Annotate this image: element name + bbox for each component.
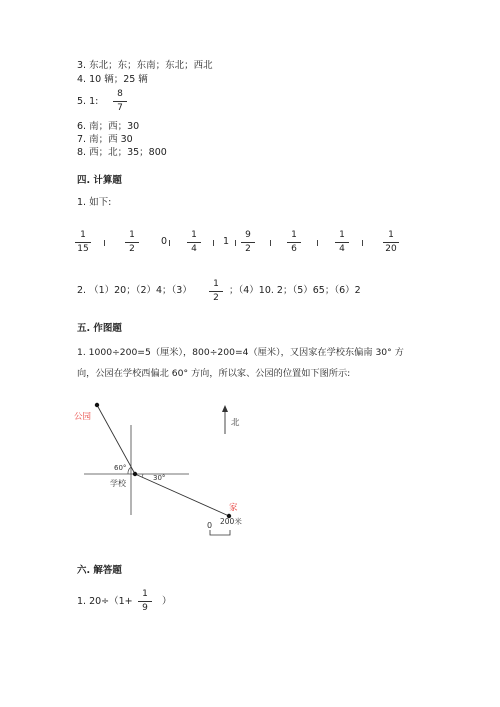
home-label: 家 <box>229 503 238 513</box>
answer-line-4: 4. 10 辆；25 辆 <box>77 74 148 85</box>
section-4-q2-prefix: 2. （1）20；（2）4；（3） <box>77 285 192 296</box>
section-6-q1-fraction: 1 9 <box>138 589 152 614</box>
school-point <box>133 472 137 476</box>
q1-fraction-7: 1 6 <box>287 230 301 255</box>
north-label: 北 <box>231 418 240 428</box>
q1-fraction-2: 1 2 <box>125 230 139 255</box>
answer-line-5-prefix: 5. 1: <box>77 96 99 107</box>
section-4-q2-fraction: 1 2 <box>209 279 223 304</box>
school-to-home-line <box>135 474 229 516</box>
north-arrow-icon <box>222 405 228 412</box>
answer-line-3: 3. 东北；东；东南；东北；西北 <box>77 60 213 71</box>
section-5-q1-line-1: 1. 1000÷200=5（厘米），800÷200=4（厘米），又因家在学校东偏南 30° 方 <box>77 347 404 358</box>
answer-line-5-fraction: 8 7 <box>113 89 127 114</box>
scale-label: 200米 <box>220 517 242 526</box>
q1-fraction-1: 1 15 <box>75 230 91 255</box>
q1-fraction-4: 1 4 <box>187 230 201 255</box>
answer-line-8: 8. 西；北；35；800 <box>77 147 167 158</box>
angle-60-label: 60° <box>114 464 127 472</box>
angle-30-arc <box>142 474 143 477</box>
q1-fraction-6: 9 2 <box>241 230 255 255</box>
scale-zero-label: 0 <box>207 521 213 530</box>
park-point <box>95 403 99 407</box>
q1-fraction-8: 1 4 <box>335 230 349 255</box>
school-label: 学校 <box>110 479 126 488</box>
answer-line-7: 7. 南；西 30 <box>77 134 133 145</box>
section-6-q1-suffix: ） <box>162 596 172 607</box>
q1-value-3: 0 <box>161 236 168 247</box>
section-4-q1-label: 1. 如下: <box>77 197 112 208</box>
q1-fraction-9: 1 20 <box>383 230 399 255</box>
answer-line-6: 6. 南；西；30 <box>77 121 140 132</box>
section-5-title: 五. 作图题 <box>77 323 122 334</box>
section-6-title: 六. 解答题 <box>77 565 122 576</box>
park-label: 公园 <box>74 412 92 422</box>
section-4-q2-suffix: ；（4）10. 2；（5）65；（6）2 <box>229 285 361 296</box>
angle-60-arc <box>128 467 131 474</box>
scale-bar <box>210 530 230 535</box>
section-6-q1-prefix: 1. 20÷（1+ <box>77 596 133 607</box>
q1-value-5: 1 <box>223 236 230 247</box>
section-4-title: 四. 计算题 <box>77 175 122 186</box>
section-5-q1-line-2: 向，公园在学校西偏北 60° 方向，所以家、公园的位置如下图所示: <box>77 368 351 379</box>
angle-30-label: 30° <box>153 474 166 482</box>
